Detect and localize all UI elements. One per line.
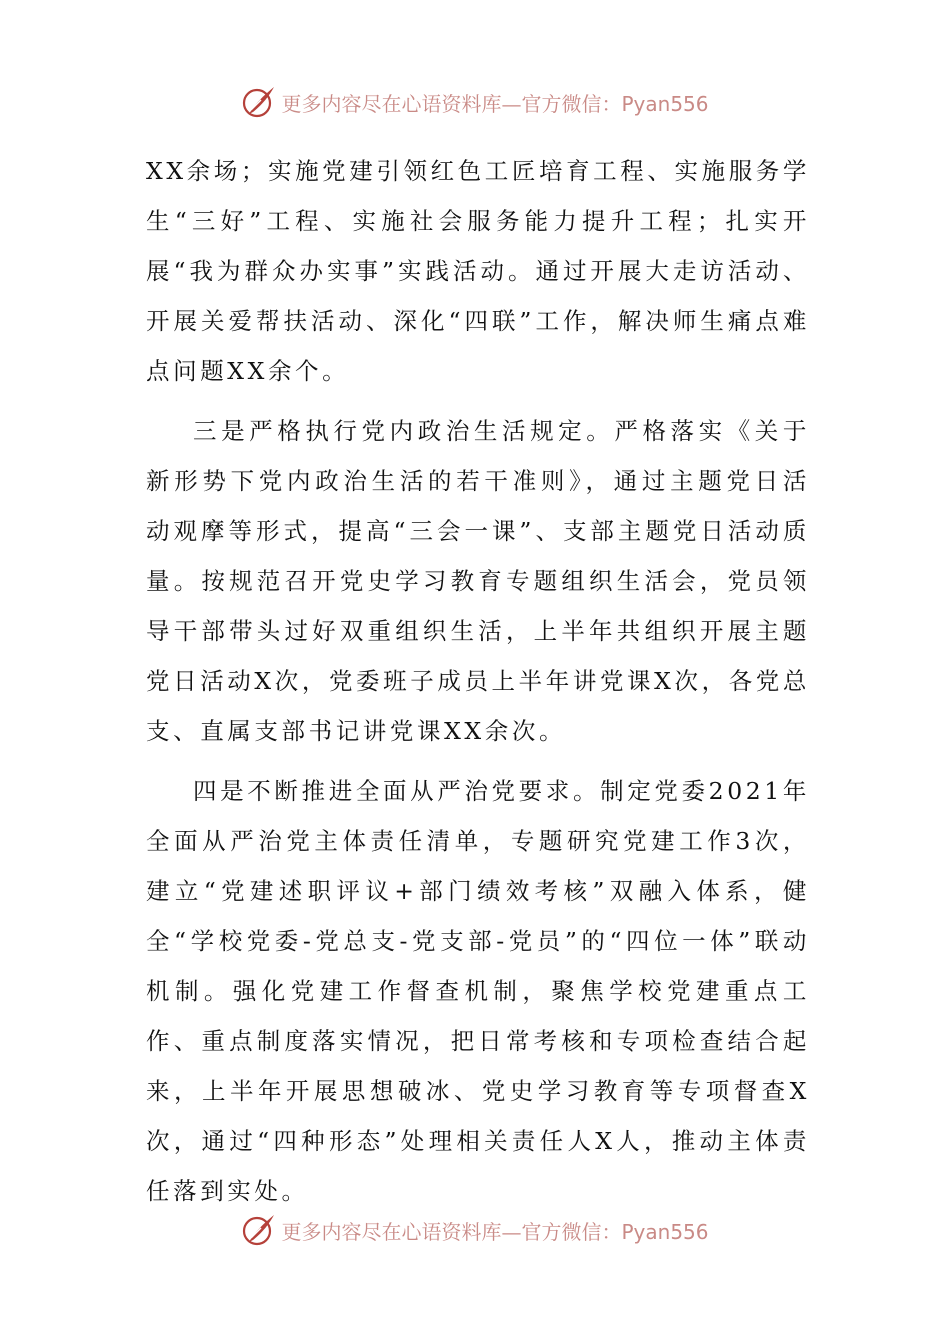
watermark-text: 更多内容尽在心语资料库—官方微信：Pyan556 xyxy=(281,91,709,116)
wechat-id: Pyan556 xyxy=(621,91,709,116)
quill-pen-logo-icon xyxy=(241,1212,277,1248)
paragraph-continuation: XX余场；实施党建引领红色工匠培育工程、实施服务学生“三好”工程、实施社会服务能力提升工程；扎实开展“我为群众办实事”实践活动。通过开展大走访活动、开展关爱帮扶活动、深化“四联”工作，解决师生痛点难点问题XX余个。 xyxy=(146,157,810,385)
document-body xyxy=(146,146,810,1216)
paragraph-strict-governance: 四是不断推进全面从严治党要求。制定党委2021年全面从严治党主体责任清单，专题研究党建工作3次，建立“党建述职评议+部门绩效考核”双融入体系，健全“学校党委-党总支-党支部-党员”的“四位一体”联动机制。强化党建工作督查机制，聚焦学校党建重点工作、重点制度落实情况，把日常考核和专项检查结合起来，上半年开展思想破冰、党史学习教育等专项督查X次，通过“四种形态”处理相关责任人X人，推动主体责任落到实处。 xyxy=(146,777,810,1205)
watermark-text: 更多内容尽在心语资料库—官方微信：Pyan556 xyxy=(281,1219,709,1244)
header-watermark-banner xyxy=(0,82,950,122)
paragraph-political-life: 三是严格执行党内政治生活规定。严格落实《关于新形势下党内政治生活的若干准则》，通过主题党日活动观摩等形式，提高“三会一课”、支部主题党日活动质量。按规范召开党史学习教育专题组织生活会，党员领导干部带头过好双重组织生活，上半年共组织开展主题党日活动X次，党委班子成员上半年讲党课X次，各党总支、直属支部书记讲党课XX余次。 xyxy=(146,417,810,745)
quill-pen-logo-icon xyxy=(241,84,277,120)
wechat-id: Pyan556 xyxy=(621,1219,709,1244)
footer-watermark-banner xyxy=(0,1210,950,1250)
